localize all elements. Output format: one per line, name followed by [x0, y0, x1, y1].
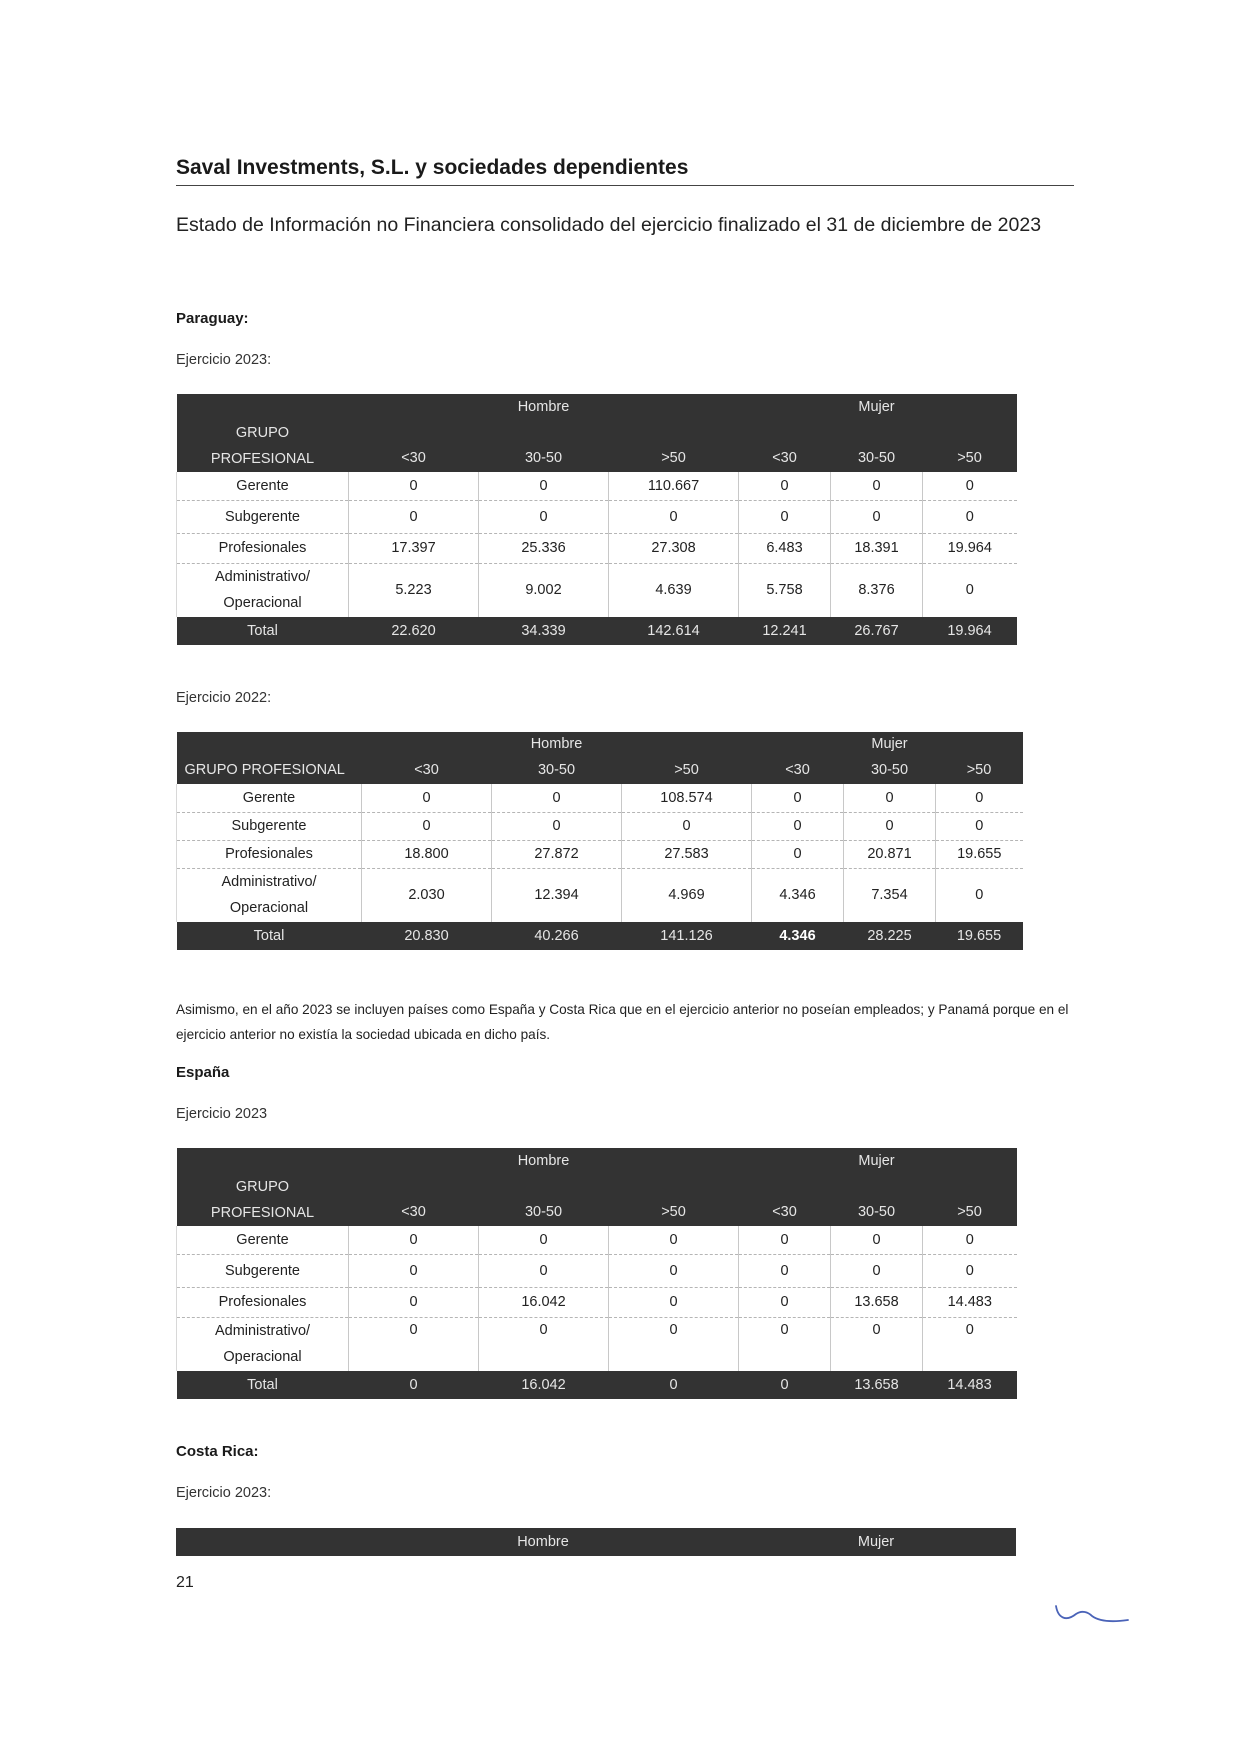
- cell-value: 0: [492, 812, 622, 840]
- total-value: 19.964: [923, 617, 1017, 645]
- cell-value: 0: [609, 1287, 739, 1317]
- cell-value: 0: [844, 812, 936, 840]
- report-subtitle: Estado de Información no Financiera consolidado del ejercicio finalizado el 31 de diciembre de 2023: [176, 214, 1042, 236]
- total-value: 40.266: [492, 922, 622, 950]
- cell-value: 108.574: [622, 784, 752, 812]
- header-age: <30: [739, 420, 831, 472]
- cell-value: 5.223: [349, 563, 479, 617]
- cell-value: 25.336: [479, 533, 609, 563]
- total-value: 34.339: [479, 617, 609, 645]
- caption-espana-2023: Ejercicio 2023: [176, 1106, 268, 1122]
- cell-value: 0: [923, 1317, 1017, 1371]
- cell-value: 4.346: [752, 868, 844, 922]
- cell-value: 0: [923, 1226, 1017, 1254]
- cell-value: 17.397: [349, 533, 479, 563]
- header-mujer: Mujer: [844, 732, 936, 756]
- cell-value: 0: [349, 1317, 479, 1371]
- cell-value: 19.655: [936, 840, 1023, 868]
- total-value: 14.483: [923, 1371, 1017, 1399]
- row-label-line: Operacional: [223, 1349, 302, 1366]
- cell-value: 0: [831, 500, 923, 533]
- cell-value: 0: [479, 472, 609, 500]
- cell-value: 0: [752, 812, 844, 840]
- cell-value: 0: [609, 1226, 739, 1254]
- total-label: Total: [177, 1371, 349, 1399]
- cell-value: 0: [923, 500, 1017, 533]
- total-value: 0: [609, 1371, 739, 1399]
- cell-value: 4.639: [609, 563, 739, 617]
- cell-value: 0: [349, 1287, 479, 1317]
- header-age: <30: [752, 756, 844, 784]
- header-age: <30: [349, 420, 479, 472]
- cell-value: 0: [479, 1254, 609, 1287]
- cell-value: 0: [609, 1317, 739, 1371]
- cell-value: 0: [831, 1317, 923, 1371]
- cell-value: 0: [831, 1254, 923, 1287]
- cell-value: 0: [739, 1287, 831, 1317]
- cell-value: 18.800: [362, 840, 492, 868]
- cell-value: 0: [739, 500, 831, 533]
- caption-paraguay-2023: Ejercicio 2023:: [176, 352, 272, 368]
- table-paraguay-2023: [176, 394, 1017, 645]
- header-age: 30-50: [492, 756, 622, 784]
- cell-value: 0: [739, 472, 831, 500]
- company-name: Saval Investments, S.L. y sociedades dependientes: [176, 156, 689, 179]
- header-hombre: Hombre: [479, 394, 609, 420]
- cell-value: 27.308: [609, 533, 739, 563]
- cell-value: 0: [349, 1254, 479, 1287]
- cell-value: 27.872: [492, 840, 622, 868]
- total-value: 12.241: [739, 617, 831, 645]
- cell-value: 9.002: [479, 563, 609, 617]
- cell-value: 0: [362, 784, 492, 812]
- header-grupo-profesional: GRUPO PROFESIONAL: [177, 420, 349, 472]
- row-label-line: Administrativo/: [214, 1323, 311, 1340]
- total-value: 13.658: [831, 1371, 923, 1399]
- table-paraguay-2022: [176, 732, 1023, 950]
- cell-value: 0: [609, 1254, 739, 1287]
- cell-value: 2.030: [362, 868, 492, 922]
- row-label: Subgerente: [177, 812, 362, 840]
- cell-value: 13.658: [831, 1287, 923, 1317]
- cell-value: 0: [739, 1254, 831, 1287]
- cell-value: 0: [923, 472, 1017, 500]
- cell-value: 5.758: [739, 563, 831, 617]
- cell-value: 0: [936, 784, 1023, 812]
- table-espana-2023: [176, 1148, 1017, 1399]
- section-heading-paraguay: Paraguay:: [176, 310, 249, 327]
- cell-value: 0: [844, 784, 936, 812]
- header-grupo-profesional: GRUPO PROFESIONAL: [177, 756, 362, 784]
- row-label: Gerente: [177, 472, 349, 500]
- cell-value: 0: [739, 1226, 831, 1254]
- cell-value: 0: [923, 563, 1017, 617]
- header-age: >50: [622, 756, 752, 784]
- row-label: Gerente: [177, 1226, 349, 1254]
- cell-value: 12.394: [492, 868, 622, 922]
- caption-paraguay-2022: Ejercicio 2022:: [176, 690, 272, 706]
- cell-value: 0: [622, 812, 752, 840]
- row-label: Profesionales: [177, 533, 349, 563]
- header-age: 30-50: [831, 420, 923, 472]
- total-value: 0: [349, 1371, 479, 1399]
- cell-value: 0: [492, 784, 622, 812]
- header-age: >50: [609, 1174, 739, 1226]
- cell-value: 0: [362, 812, 492, 840]
- cell-value: 16.042: [479, 1287, 609, 1317]
- cell-value: 0: [349, 500, 479, 533]
- header-age: 30-50: [844, 756, 936, 784]
- cell-value: 0: [936, 868, 1023, 922]
- header-age: <30: [362, 756, 492, 784]
- total-value: 26.767: [831, 617, 923, 645]
- row-label: Profesionales: [177, 840, 362, 868]
- total-value: 28.225: [844, 922, 936, 950]
- row-label: Profesionales: [177, 1287, 349, 1317]
- caption-costa-rica-2023: Ejercicio 2023:: [176, 1485, 272, 1501]
- cell-value: 0: [739, 1317, 831, 1371]
- cell-value: 0: [831, 1226, 923, 1254]
- total-value: 142.614: [609, 617, 739, 645]
- header-blank: [177, 394, 349, 420]
- row-label: Subgerente: [177, 500, 349, 533]
- header-grupo-profesional: GRUPO PROFESIONAL: [177, 1174, 349, 1226]
- cell-value: 0: [752, 840, 844, 868]
- header-rule: [176, 185, 1074, 186]
- table-costa-rica-2023: [176, 1528, 1016, 1556]
- cell-value: 0: [923, 1254, 1017, 1287]
- cell-value: 0: [349, 472, 479, 500]
- total-label: Total: [177, 922, 362, 950]
- cell-value: 14.483: [923, 1287, 1017, 1317]
- cell-value: 0: [479, 500, 609, 533]
- header-age: >50: [609, 420, 739, 472]
- row-label: Gerente: [177, 784, 362, 812]
- cell-value: 18.391: [831, 533, 923, 563]
- cell-value: 6.483: [739, 533, 831, 563]
- total-value: 141.126: [622, 922, 752, 950]
- header-age: >50: [923, 420, 1017, 472]
- header-mujer: Mujer: [830, 1528, 922, 1556]
- header-mujer: Mujer: [831, 1148, 923, 1174]
- header-age: >50: [936, 756, 1023, 784]
- note-paragraph: Asimismo, en el año 2023 se incluyen países como España y Costa Rica que en el ejercicio anterior no poseían empleados; y Panamá porque en el ejercicio anterior no existía la sociedad ubicada en dicho país.: [176, 1002, 1069, 1042]
- cell-value: 19.964: [923, 533, 1017, 563]
- row-label: [177, 1317, 349, 1371]
- row-label: [177, 868, 362, 922]
- total-value: 22.620: [349, 617, 479, 645]
- header-age: 30-50: [479, 1174, 609, 1226]
- row-label: [177, 563, 349, 617]
- row-label-line: Administrativo/: [214, 569, 311, 586]
- total-value: 16.042: [479, 1371, 609, 1399]
- row-label-line: Operacional: [229, 900, 309, 917]
- cell-value: 0: [831, 472, 923, 500]
- total-value: 19.655: [936, 922, 1023, 950]
- cell-value: 27.583: [622, 840, 752, 868]
- cell-value: 0: [479, 1226, 609, 1254]
- header-age: <30: [739, 1174, 831, 1226]
- handwritten-initial-signature: [1052, 1598, 1132, 1632]
- header-mujer: Mujer: [831, 394, 923, 420]
- header-hombre: Hombre: [478, 1528, 608, 1556]
- header-age: >50: [923, 1174, 1017, 1226]
- page-number: 21: [176, 1574, 194, 1591]
- header-age: <30: [349, 1174, 479, 1226]
- section-heading-costa-rica: Costa Rica:: [176, 1443, 259, 1460]
- row-label-line: Operacional: [223, 595, 302, 612]
- total-value: 20.830: [362, 922, 492, 950]
- header-age: 30-50: [831, 1174, 923, 1226]
- header-hombre: Hombre: [492, 732, 622, 756]
- row-label: Subgerente: [177, 1254, 349, 1287]
- cell-value: 0: [349, 1226, 479, 1254]
- cell-value: 7.354: [844, 868, 936, 922]
- section-heading-espana: España: [176, 1064, 230, 1081]
- cell-value: 20.871: [844, 840, 936, 868]
- header-age: 30-50: [479, 420, 609, 472]
- cell-value: 0: [936, 812, 1023, 840]
- cell-value: 8.376: [831, 563, 923, 617]
- cell-value: 4.969: [622, 868, 752, 922]
- cell-value: 0: [479, 1317, 609, 1371]
- cell-value: 0: [609, 500, 739, 533]
- total-value: 0: [739, 1371, 831, 1399]
- header-hombre: Hombre: [479, 1148, 609, 1174]
- cell-value: 110.667: [609, 472, 739, 500]
- cell-value: 0: [752, 784, 844, 812]
- row-label-line: Administrativo/: [221, 874, 317, 891]
- total-value: 4.346: [752, 922, 844, 950]
- total-label: Total: [177, 617, 349, 645]
